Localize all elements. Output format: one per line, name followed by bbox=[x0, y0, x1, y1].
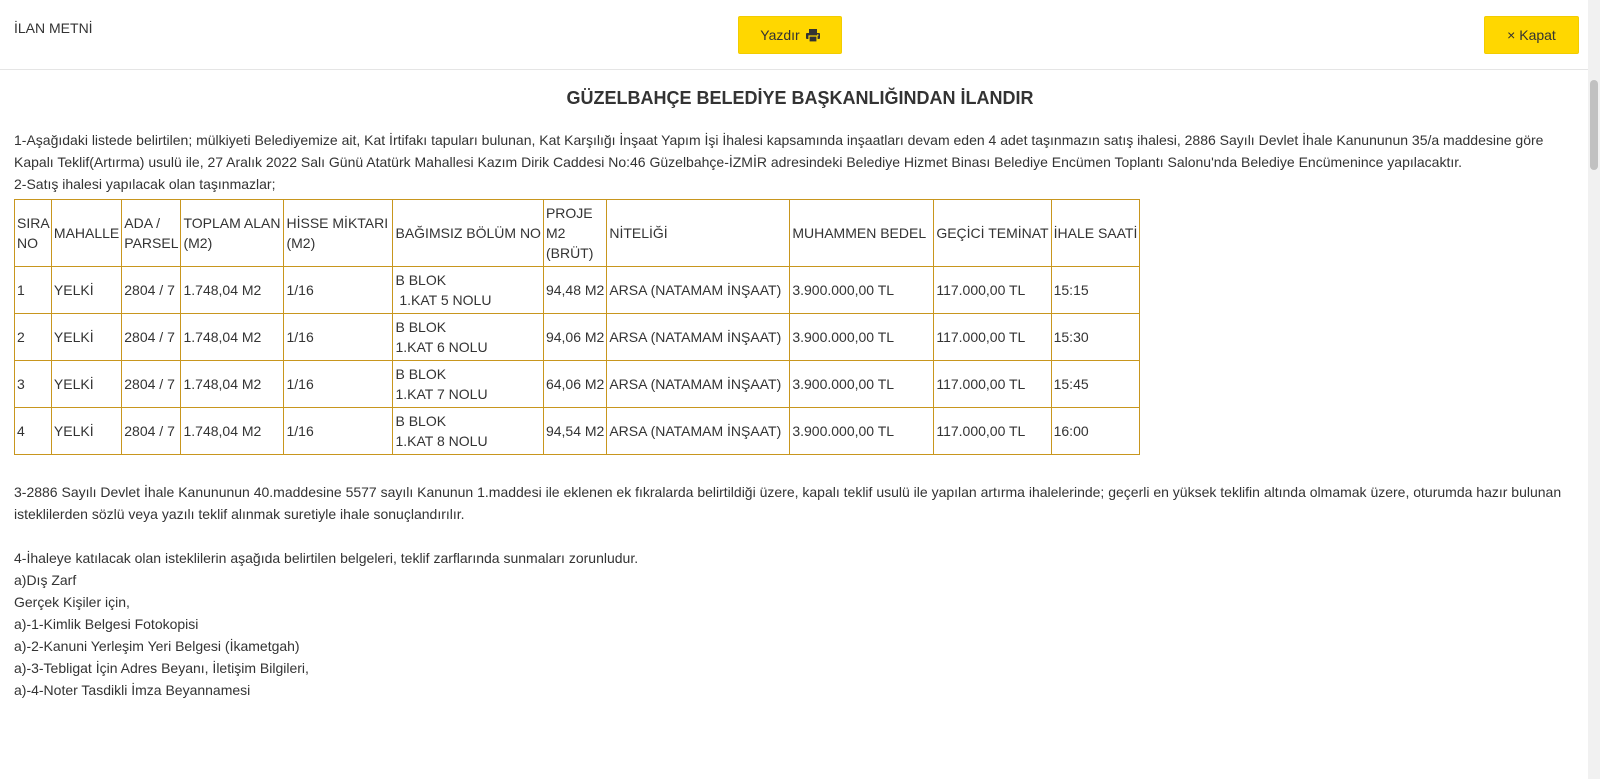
modal-header bbox=[0, 0, 1600, 70]
cell-gecici-teminat: 117.000,00 TL bbox=[934, 361, 1051, 408]
cell-ihale-saati: 15:30 bbox=[1051, 314, 1140, 361]
cell-niteligi: ARSA (NATAMAM İNŞAAT) bbox=[607, 408, 790, 455]
cell-mahalle: YELKİ bbox=[51, 408, 121, 455]
line-a1: a)-1-Kimlik Belgesi Fotokopisi bbox=[14, 616, 199, 632]
cell-hisse: 1/16 bbox=[284, 361, 393, 408]
col-toplam-alan: TOPLAM ALAN (M2) bbox=[181, 200, 284, 267]
cell-sira: 3 bbox=[15, 361, 52, 408]
modal-body bbox=[0, 88, 1600, 701]
col-ihale-saati: İHALE SAATİ bbox=[1051, 200, 1140, 267]
paragraph-3: 3-2886 Sayılı Devlet İhale Kanununun 40.maddesine 5577 sayılı Kanunun 1.maddesi ile eklenen ek fıkralarda belirtildiği üzere, kapalı teklif usulü ile yapılan artırma ihalelerinde; geçerli en yüksek teklifin altında olmamak üzere, oturumda hazır bulunan isteklilerden sözlü veya yazılı teklif alınmak suretiyle ihale sonuçlandırılır. bbox=[14, 484, 1562, 522]
cell-blok: B BLOK bbox=[395, 366, 447, 382]
cell-ihale-saati: 15:45 bbox=[1051, 361, 1140, 408]
cell-ada-parsel: 2804 / 7 bbox=[122, 408, 181, 455]
cell-bagimsiz-bolum bbox=[393, 408, 543, 455]
cell-muhammen-bedel: 3.900.000,00 TL bbox=[790, 267, 934, 314]
cell-proje-m2: 94,54 M2 bbox=[543, 408, 606, 455]
col-bagimsiz-bolum: BAĞIMSIZ BÖLÜM NO bbox=[393, 200, 543, 267]
paragraph-1: 1-Aşağıdaki listede belirtilen; mülkiyeti Belediyemize ait, Kat İrtifakı tapuları bulunan, Kat Karşılığı İnşaat Yapım İşi İhalesi kapsamında inşaatları devam eden 4 adet taşınmazın satış ihalesi, 2886 Sayılı Devlet İhale Kanununun 35/a maddesine göre Kapalı Teklif(Artırma) usulü ile, 27 Aralık 2022 Salı Günü Atatürk Mahallesi Kazım Dirik Caddesi No:46 Güzelbahçe-İZMİR adresindeki Belediye Hizmet Binası Belediye Encümen Toplantı Salonu'nda Belediye Encümenince yapılacaktır. bbox=[14, 132, 1544, 170]
table-row bbox=[15, 361, 1140, 408]
table-row bbox=[15, 314, 1140, 361]
cell-hisse: 1/16 bbox=[284, 267, 393, 314]
cell-mahalle: YELKİ bbox=[51, 314, 121, 361]
col-sira-no: SIRA NO bbox=[15, 200, 52, 267]
cell-bagimsiz-bolum bbox=[393, 361, 543, 408]
cell-ihale-saati: 16:00 bbox=[1051, 408, 1140, 455]
cell-kat: 1.KAT 6 NOLU bbox=[395, 339, 488, 355]
document-title: GÜZELBAHÇE BELEDİYE BAŞKANLIĞINDAN İLANDIR bbox=[566, 88, 1034, 108]
cell-hisse: 1/16 bbox=[284, 408, 393, 455]
col-niteligi: NİTELİĞİ bbox=[607, 200, 790, 267]
cell-hisse: 1/16 bbox=[284, 314, 393, 361]
cell-ihale-saati: 15:15 bbox=[1051, 267, 1140, 314]
close-button[interactable]: × Kapat bbox=[1484, 16, 1579, 54]
cell-muhammen-bedel: 3.900.000,00 TL bbox=[790, 408, 934, 455]
cell-bagimsiz-bolum bbox=[393, 267, 543, 314]
cell-gecici-teminat: 117.000,00 TL bbox=[934, 267, 1051, 314]
table-row bbox=[15, 267, 1140, 314]
cell-toplam-alan: 1.748,04 M2 bbox=[181, 408, 284, 455]
cell-muhammen-bedel: 3.900.000,00 TL bbox=[790, 361, 934, 408]
cell-niteligi: ARSA (NATAMAM İNŞAAT) bbox=[607, 314, 790, 361]
cell-toplam-alan: 1.748,04 M2 bbox=[181, 361, 284, 408]
cell-ada-parsel: 2804 / 7 bbox=[122, 267, 181, 314]
line-a2: a)-2-Kanuni Yerleşim Yeri Belgesi (İkametgah) bbox=[14, 638, 300, 654]
col-mahalle: MAHALLE bbox=[51, 200, 121, 267]
print-button-label: Yazdır bbox=[760, 27, 800, 43]
cell-mahalle: YELKİ bbox=[51, 361, 121, 408]
cell-kat: 1.KAT 8 NOLU bbox=[395, 433, 488, 449]
properties-table bbox=[14, 199, 1140, 455]
paragraph-2: 2-Satış ihalesi yapılacak olan taşınmazlar; bbox=[14, 176, 276, 192]
cell-blok: B BLOK bbox=[395, 319, 447, 335]
table-header-row bbox=[15, 200, 1140, 267]
col-hisse: HİSSE MİKTARI (M2) bbox=[284, 200, 393, 267]
cell-blok: B BLOK bbox=[395, 272, 447, 288]
cell-toplam-alan: 1.748,04 M2 bbox=[181, 267, 284, 314]
col-proje-m2: PROJE M2 (BRÜT) bbox=[543, 200, 606, 267]
cell-sira: 4 bbox=[15, 408, 52, 455]
modal-title: İLAN METNİ bbox=[14, 20, 93, 36]
col-ada-parsel: ADA / PARSEL bbox=[122, 200, 181, 267]
line-a3: a)-3-Tebligat İçin Adres Beyanı, İletişim Bilgileri, bbox=[14, 660, 309, 676]
cell-sira: 1 bbox=[15, 267, 52, 314]
cell-niteligi: ARSA (NATAMAM İNŞAAT) bbox=[607, 267, 790, 314]
printer-icon bbox=[806, 29, 820, 42]
line-dis-zarf: a)Dış Zarf bbox=[14, 572, 77, 588]
cell-proje-m2: 94,06 M2 bbox=[543, 314, 606, 361]
scrollbar-thumb[interactable] bbox=[1590, 80, 1598, 170]
line-gercek-kisiler: Gerçek Kişiler için, bbox=[14, 594, 130, 610]
cell-proje-m2: 94,48 M2 bbox=[543, 267, 606, 314]
vertical-scrollbar[interactable] bbox=[1588, 0, 1600, 779]
print-button[interactable] bbox=[738, 16, 842, 54]
col-muhammen-bedel: MUHAMMEN BEDEL bbox=[790, 200, 934, 267]
cell-gecici-teminat: 117.000,00 TL bbox=[934, 408, 1051, 455]
cell-gecici-teminat: 117.000,00 TL bbox=[934, 314, 1051, 361]
cell-mahalle: YELKİ bbox=[51, 267, 121, 314]
line-a4: a)-4-Noter Tasdikli İmza Beyannamesi bbox=[14, 682, 251, 698]
cell-toplam-alan: 1.748,04 M2 bbox=[181, 314, 284, 361]
cell-ada-parsel: 2804 / 7 bbox=[122, 314, 181, 361]
cell-kat: 1.KAT 5 NOLU bbox=[395, 292, 492, 308]
cell-proje-m2: 64,06 M2 bbox=[543, 361, 606, 408]
cell-niteligi: ARSA (NATAMAM İNŞAAT) bbox=[607, 361, 790, 408]
cell-sira: 2 bbox=[15, 314, 52, 361]
cell-muhammen-bedel: 3.900.000,00 TL bbox=[790, 314, 934, 361]
table-row bbox=[15, 408, 1140, 455]
cell-ada-parsel: 2804 / 7 bbox=[122, 361, 181, 408]
cell-kat: 1.KAT 7 NOLU bbox=[395, 386, 488, 402]
col-gecici-teminat: GEÇİCİ TEMİNAT bbox=[934, 200, 1051, 267]
cell-bagimsiz-bolum bbox=[393, 314, 543, 361]
paragraph-4: 4-İhaleye katılacak olan isteklilerin aşağıda belirtilen belgeleri, teklif zarflarında sunmaları zorunludur. bbox=[14, 550, 639, 566]
cell-blok: B BLOK bbox=[395, 413, 447, 429]
